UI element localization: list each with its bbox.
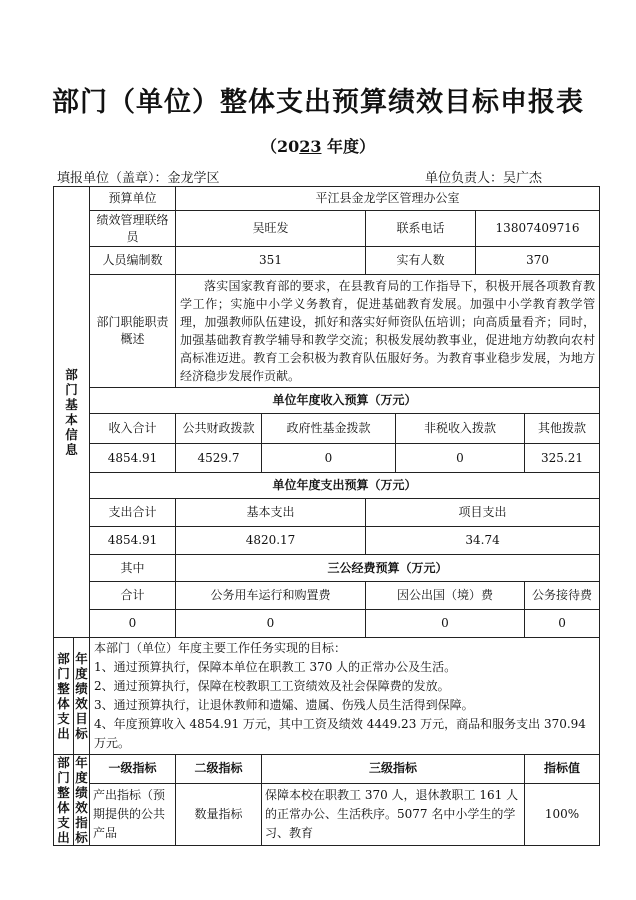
phone-label: 联系电话	[366, 211, 476, 247]
three-public-value: 0	[90, 610, 176, 638]
income-label: 非税收入拨款	[396, 414, 525, 444]
indicator-level2: 数量指标	[176, 783, 262, 845]
phone-value: 13807409716	[476, 211, 600, 247]
three-public-label: 合计	[90, 582, 176, 610]
income-label: 公共财政拨款	[176, 414, 262, 444]
three-public-value: 0	[366, 610, 525, 638]
three-public-label: 公务接待费	[525, 582, 600, 610]
among-label: 其中	[90, 555, 176, 582]
three-public-value: 0	[176, 610, 366, 638]
income-label: 其他拨款	[525, 414, 600, 444]
staff-quota-label: 人员编制数	[90, 247, 176, 275]
expense-total-label: 支出合计	[90, 499, 176, 527]
expense-total-value: 4854.91	[90, 527, 176, 555]
year-close: 年度）	[321, 137, 376, 156]
filling-unit: 填报单位（盖章）：金龙学区	[57, 171, 220, 186]
indicators-side-label-2: 年度绩效指标	[75, 755, 88, 845]
page-title: 部门（单位）整体支出预算绩效目标申报表	[52, 87, 584, 118]
budget-unit-label: 预算单位	[90, 187, 176, 211]
goal-line: 4、年度预算收入 4854.91 万元，其中工资及绩效 4449.23 万元，商品和服务支出 370.94 万元。	[94, 717, 586, 750]
year-label	[0, 134, 636, 157]
basic-section-label: 部门基本信息	[54, 187, 90, 638]
indicators-side-label: 部门整体支出	[54, 755, 74, 846]
unit-head: 单位负责人：吴广杰	[425, 171, 543, 186]
expense-header: 单位年度支出预算（万元）	[90, 473, 600, 499]
three-public-value: 0	[525, 610, 600, 638]
duty-label: 部门职能职责概述	[90, 275, 176, 388]
income-value: 0	[262, 444, 396, 473]
income-value: 4854.91	[90, 444, 176, 473]
indicator-header: 一级指标	[90, 755, 176, 784]
annual-goals	[90, 638, 600, 755]
indicator-header: 指标值	[525, 755, 600, 784]
income-label: 政府性基金拨款	[262, 414, 396, 444]
indicator-header: 二级指标	[176, 755, 262, 784]
budget-unit-value: 平江县金龙学区管理办公室	[176, 187, 600, 211]
indicator-value: 100%	[525, 783, 600, 845]
three-public-label: 公务用车运行和购置费	[176, 582, 366, 610]
expense-project-value: 34.74	[366, 527, 600, 555]
expense-basic-label: 基本支出	[176, 499, 366, 527]
actual-staff-value: 370	[476, 247, 600, 275]
year-value: 23	[299, 137, 322, 156]
indicator-level3: 保障本校在职教工 370 人，退休教职工 161 人的正常办公、生活秩序。5077 名中小学生的学习、教育	[262, 783, 525, 845]
duty-text: 落实国家教育部的要求，在县教育局的工作指导下，积极开展各项教育教学工作；实施中小学义务教育，促进基础教育发展。加强中小学教育教学管理，加强教师队伍建设，抓好和落实好师资队伍培训；向高质量看齐；同时，加强基础教育教学辅导和教学交流；积极发展幼教事业，促进地方幼教向农村高标准迈进。教育工会积极为教育队伍服好务。为教育事业稳步发展，为地方经济稳步发展作贡献。	[176, 275, 600, 388]
expense-basic-value: 4820.17	[176, 527, 366, 555]
three-public-header: 三公经费预算（万元）	[176, 555, 600, 582]
goals-side-label: 部门整体支出	[54, 638, 74, 755]
indicator-level1: 产出指标（预期提供的公共产品	[90, 783, 176, 845]
income-value: 4529.7	[176, 444, 262, 473]
three-public-label: 因公出国（境）费	[366, 582, 525, 610]
staff-quota-value: 351	[176, 247, 366, 275]
income-label: 收入合计	[90, 414, 176, 444]
indicator-header: 三级指标	[262, 755, 525, 784]
goal-line: 2、通过预算执行，保障在校教职工工资绩效及社会保障费的发放。	[94, 679, 450, 693]
year-open: （20	[260, 137, 300, 156]
income-value: 325.21	[525, 444, 600, 473]
contact-value: 吴旺发	[176, 211, 366, 247]
goals-side-label-2: 年度绩效目标	[74, 638, 90, 755]
goal-line: 3、通过预算执行，让退休教师和遗孀、遗属、伤残人员生活得到保障。	[94, 698, 474, 712]
income-value: 0	[396, 444, 525, 473]
budget-table	[53, 186, 600, 846]
contact-label: 绩效管理联络员	[90, 211, 176, 247]
income-header: 单位年度收入预算（万元）	[90, 388, 600, 414]
expense-project-label: 项目支出	[366, 499, 600, 527]
goal-line: 本部门（单位）年度主要工作任务实现的目标：	[94, 641, 347, 655]
goal-line: 1、通过预算执行，保障本单位在职教工 370 人的正常办公及生活。	[94, 660, 457, 674]
actual-staff-label: 实有人数	[366, 247, 476, 275]
